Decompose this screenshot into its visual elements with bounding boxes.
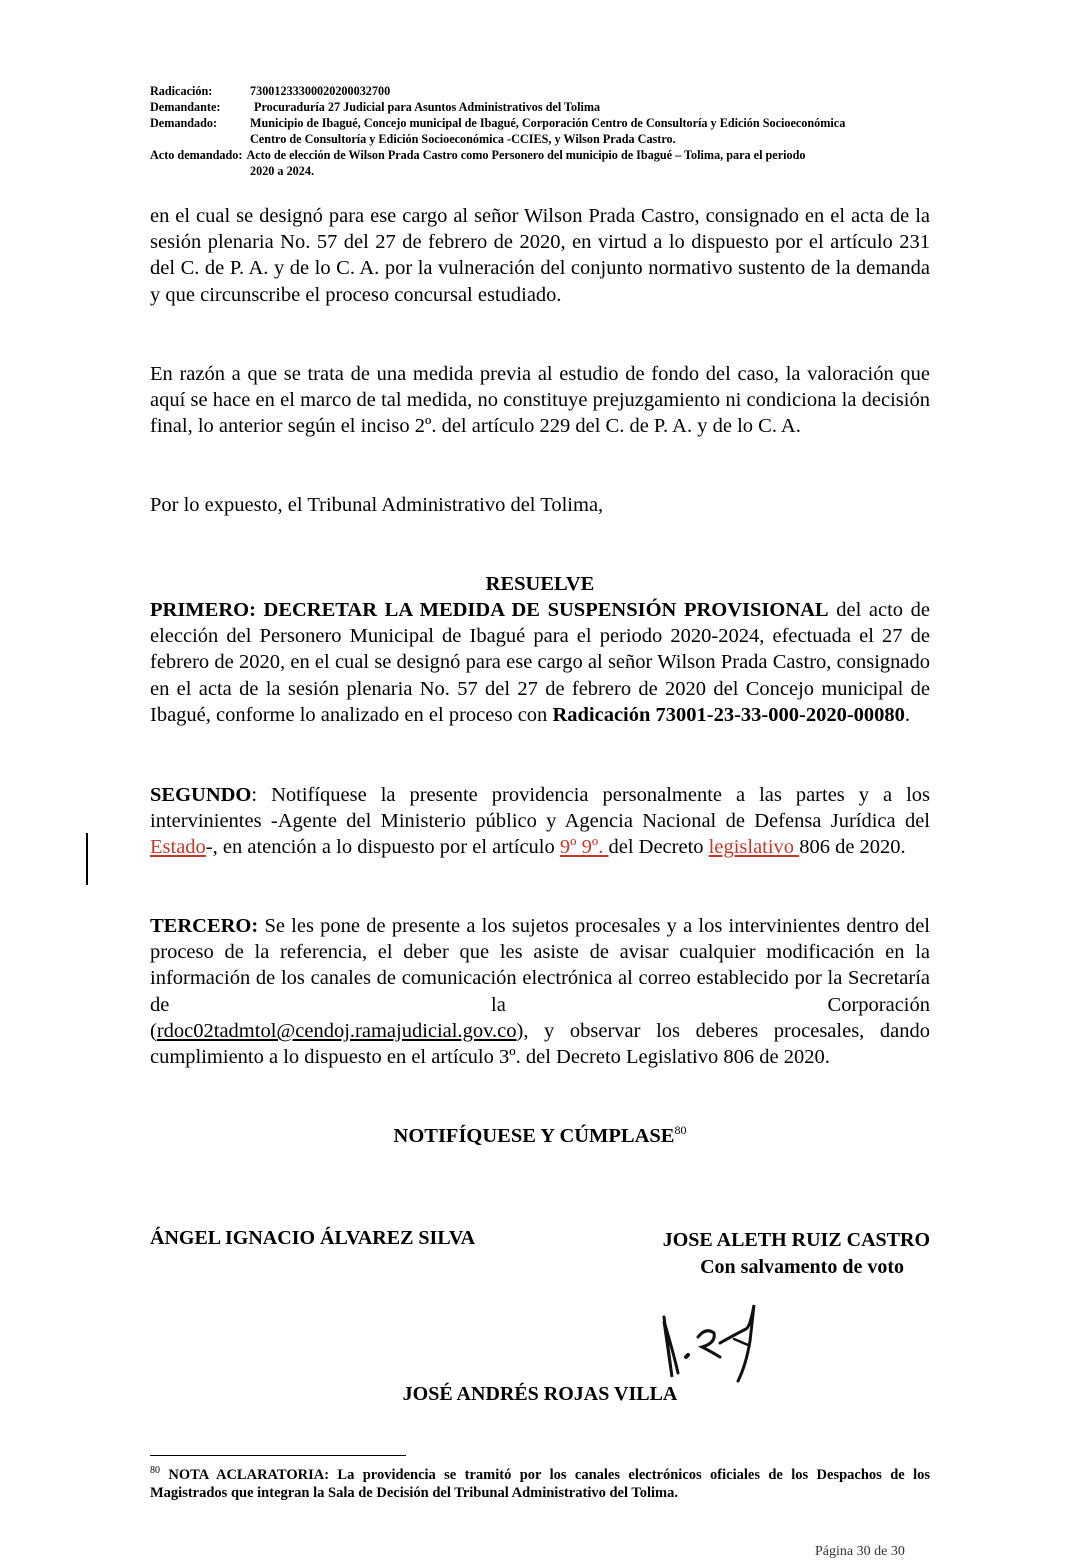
demandado-label: Demandado: [150, 116, 218, 130]
demandado-value: Municipio de Ibagué, Concejo municipal de Ibagué, Corporación Centro de Consultoría y Edición Socioeconómica [250, 116, 846, 130]
handwritten-signature [650, 1285, 780, 1395]
paragraph-1-text: en el cual se designó para ese cargo al señor Wilson Prada Castro, consignado en el acta de la sesión plenaria No. 57 del 27 de febrero de 2020, en virtud a lo dispuesto por el artículo 231 del C. de P. A. y de lo C. A. por la vulneración del conjunto normativo sustento de la demanda y que circunscribe el proceso concursal estudiado. [150, 205, 930, 306]
resolution-primero [150, 597, 930, 728]
footnote-number: 80 [150, 1465, 160, 1477]
tercero-text-1: Se les pone de presente a los sujetos procesales y a los intervinientes dentro del proceso de la referencia, el deber que les asiste de avisar cualquier modificación en la información de los canales de comunicación electrónica al correo establecido por la Secretaría de la Corporación [150, 915, 930, 1016]
paragraph-2-text: En razón a que se trata de una medida previa al estudio de fondo del caso, la valoración que aquí se hace en el marco de tal medida, no constituye prejuzgamiento ni condiciona la decisión final, lo anterior según el inciso 2º. del artículo 229 del C. de P. A. y de lo C. A. [150, 363, 930, 438]
paragraph-3-text: Por lo expuesto, el Tribunal Administrativo del Tolima, [150, 494, 604, 516]
segundo-text-1: : Notifíquese la presente providencia personalmente a las partes y a los intervinientes -Agente del Ministerio público y Agencia Nacional de Defensa Jurídica del [150, 784, 930, 833]
segundo-estado-revision: Estado [150, 836, 206, 859]
primero-heading: PRIMERO: DECRETAR LA MEDIDA DE SUSPENSIÓN PROVISIONAL [150, 599, 829, 621]
segundo-text-3: del Decreto [608, 836, 709, 859]
footnote-separator [150, 1455, 406, 1456]
demandante-value: Procuraduría 27 Judicial para Asuntos Administrativos del Tolima [254, 100, 601, 114]
acto-value: Acto de elección de Wilson Prada Castro como Personero del municipio de Ibagué – Tolima, para el periodo [246, 148, 806, 162]
acto-value-cont: 2020 a 2024. [250, 164, 314, 178]
footnote-text: NOTA ACLARATORIA: La providencia se tramitó por los canales electrónicos oficiales de los Despachos de los Magistrados que integran la Sala de Decisión del Tribunal Administrativo del Tolima. [150, 1467, 930, 1501]
primero-radicacion: Radicación 73001-23-33-000-2020-00080 [552, 703, 905, 726]
demandante-label: Demandante: [150, 100, 221, 114]
radicacion-label: Radicación: [150, 84, 213, 98]
paragraph-1 [150, 203, 930, 308]
case-header [150, 83, 940, 179]
segundo-article-revision: 9º 9º. [559, 836, 609, 859]
resolution-segundo [150, 782, 930, 861]
primero-text: del acto de elección del Personero Municipal de Ibagué para el periodo 2020-2024, efectuada el 27 de febrero de 2020, en el cual se designó para ese cargo al señor Wilson Prada Castro, consignado en el acta de la sesión plenaria No. 57 del 27 de febrero de 2020 del Concejo municipal de Ibagué, conforme lo analizado en el proceso con [150, 599, 930, 726]
signer-right-name: JOSE ALETH RUIZ CASTRO [662, 1229, 930, 1251]
signer-left-name: ÁNGEL IGNACIO ÁLVAREZ SILVA [150, 1227, 476, 1249]
paragraph-3 [150, 492, 930, 518]
radicacion-value: 73001233300020200032700 [250, 84, 391, 98]
acto-label: Acto demandado: [150, 148, 243, 162]
segundo-text-4: 806 de 2020. [799, 836, 906, 859]
tercero-heading: TERCERO: [150, 915, 259, 937]
paragraph-2 [150, 361, 930, 440]
page-number: Página 30 de 30 [815, 1544, 905, 1559]
resuelve-title: RESUELVE [485, 573, 595, 595]
footnote-ref[interactable]: 80 [674, 1123, 687, 1138]
tercero-text-2: ( [150, 1019, 157, 1042]
segundo-heading: SEGUNDO [150, 784, 252, 806]
primero-end: . [904, 703, 911, 726]
signer-right-note: Con salvamento de voto [700, 1256, 904, 1278]
signer-right [600, 1227, 930, 1281]
segundo-text-2: -, en atención a lo dispuesto por el artículo [205, 836, 560, 859]
closing-title-text: NOTIFÍQUESE Y CÚMPLASE [393, 1125, 675, 1147]
resolution-tercero [150, 913, 930, 1070]
signer-center-name: JOSÉ ANDRÉS ROJAS VILLA [402, 1383, 678, 1405]
segundo-legislativo-revision: legislativo [708, 836, 800, 859]
revision-change-bar [86, 833, 88, 885]
footnote [150, 1466, 930, 1502]
tercero-text-3: ), y observar los deberes procesales, dando cumplimiento a lo dispuesto en el artículo 3º. del Decreto Legislativo 806 de 2020. [150, 1019, 930, 1069]
closing-title [150, 1123, 930, 1149]
demandado-value-cont: Centro de Consultoría y Edición Socioeconómica -CCIES, y Wilson Prada Castro. [250, 132, 676, 146]
tercero-email-link[interactable]: rdoc02tadmtol@cendoj.ramajudicial.gov.co [156, 1019, 517, 1042]
